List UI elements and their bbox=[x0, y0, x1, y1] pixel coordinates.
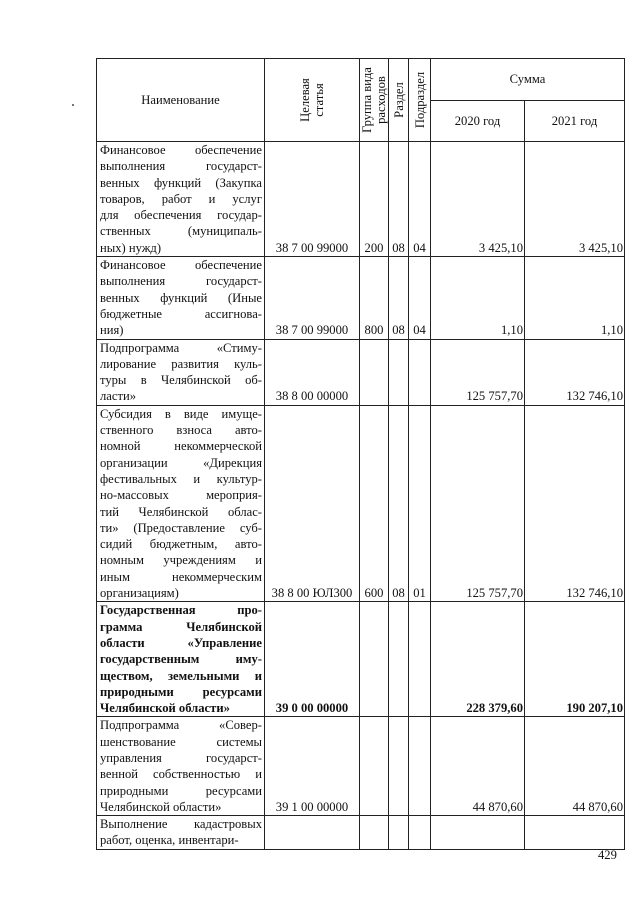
row-name bbox=[97, 339, 265, 405]
header-subsection: Подраздел bbox=[409, 59, 431, 142]
row-name-line: туры в Челябинской об- bbox=[100, 373, 262, 388]
header-group: Группа вида расходов bbox=[360, 59, 389, 142]
row-group bbox=[360, 602, 389, 717]
row-subsection bbox=[409, 816, 431, 850]
row-sum-2020: 228 379,60 bbox=[431, 602, 525, 717]
row-group bbox=[360, 717, 389, 816]
row-target-code: 38 7 00 99000 bbox=[265, 257, 360, 339]
row-name-line: грамма Челябинской bbox=[100, 619, 262, 634]
row-subsection bbox=[409, 339, 431, 405]
row-sum-2020: 44 870,60 bbox=[431, 717, 525, 816]
row-target-code: 38 8 00 00000 bbox=[265, 339, 360, 405]
row-name-line: сидий бюджетным, авто- bbox=[100, 537, 262, 552]
row-group: 600 bbox=[360, 405, 389, 602]
row-target-code: 38 7 00 99000 bbox=[265, 142, 360, 257]
row-name bbox=[97, 717, 265, 816]
row-name-line: ственных (муниципаль- bbox=[100, 224, 262, 239]
page-number: 429 bbox=[598, 848, 617, 862]
row-sum-2021: 3 425,10 bbox=[525, 142, 625, 257]
row-name-line: венных функций (Иные bbox=[100, 290, 262, 305]
table-row bbox=[97, 717, 625, 816]
row-name-line: но-массовых мероприя- bbox=[100, 488, 262, 503]
row-name-line: бюджетные ассигнова- bbox=[100, 306, 262, 321]
header-year-2020: 2020 год bbox=[431, 100, 525, 142]
table-row bbox=[97, 602, 625, 717]
row-name-line: фестивальных и культур- bbox=[100, 471, 262, 486]
row-sum-2021 bbox=[525, 816, 625, 850]
row-name-line: тий Челябинской облас- bbox=[100, 504, 262, 519]
row-name-line: номным учреждениям и bbox=[100, 553, 262, 568]
row-name-line: Подпрограмма «Совер- bbox=[100, 718, 262, 733]
table-row bbox=[97, 816, 625, 850]
row-name-line: выполнения государст- bbox=[100, 274, 262, 289]
row-group: 200 bbox=[360, 142, 389, 257]
header-year-2021: 2021 год bbox=[525, 100, 625, 142]
row-group: 800 bbox=[360, 257, 389, 339]
row-name-line: Выполнение кадастровых bbox=[100, 817, 262, 832]
header-target: Целевая статья bbox=[265, 59, 360, 142]
row-name-line: природными ресурсами bbox=[100, 783, 262, 798]
table-row bbox=[97, 142, 625, 257]
row-name-line: ственного взноса авто- bbox=[100, 423, 262, 438]
row-name-line: номной некоммерческой bbox=[100, 439, 262, 454]
row-sum-2021: 44 870,60 bbox=[525, 717, 625, 816]
row-name-line: выполнения государст- bbox=[100, 159, 262, 174]
row-name bbox=[97, 816, 265, 850]
row-subsection: 04 bbox=[409, 257, 431, 339]
row-name-line: работ, оценка, инвентари- bbox=[100, 833, 239, 848]
row-name-line: ласти» bbox=[100, 389, 137, 404]
row-group bbox=[360, 339, 389, 405]
row-subsection bbox=[409, 602, 431, 717]
table-row bbox=[97, 339, 625, 405]
row-name-line: Субсидия в виде имуще- bbox=[100, 406, 262, 421]
row-name-line: ния) bbox=[100, 323, 124, 338]
row-sum-2021: 190 207,10 bbox=[525, 602, 625, 717]
budget-table bbox=[96, 58, 625, 850]
row-name bbox=[97, 142, 265, 257]
row-name bbox=[97, 602, 265, 717]
row-name-line: Финансовое обеспечение bbox=[100, 143, 262, 157]
row-section bbox=[389, 339, 409, 405]
row-section: 08 bbox=[389, 142, 409, 257]
row-sum-2020: 3 425,10 bbox=[431, 142, 525, 257]
header-section: Раздел bbox=[389, 59, 409, 142]
row-name-line: венных функций (Закупка bbox=[100, 175, 262, 190]
row-name-line: Челябинской области» bbox=[100, 799, 222, 814]
row-name-line: организации «Дирекция bbox=[100, 455, 262, 470]
row-name-line: Челябинской области» bbox=[100, 701, 230, 716]
table-header bbox=[97, 59, 625, 142]
header-sum: Сумма bbox=[431, 59, 625, 101]
row-group bbox=[360, 816, 389, 850]
row-section bbox=[389, 717, 409, 816]
row-target-code: 38 8 00 ЮЛ300 bbox=[265, 405, 360, 602]
row-target-code bbox=[265, 816, 360, 850]
row-sum-2021: 1,10 bbox=[525, 257, 625, 339]
row-name-line: управления государст- bbox=[100, 750, 262, 765]
table-row bbox=[97, 257, 625, 339]
row-section bbox=[389, 602, 409, 717]
row-sum-2021: 132 746,10 bbox=[525, 339, 625, 405]
row-sum-2021: 132 746,10 bbox=[525, 405, 625, 602]
row-name-line: шенствование системы bbox=[100, 734, 262, 749]
row-section: 08 bbox=[389, 405, 409, 602]
row-name-line: для обеспечения государ- bbox=[100, 208, 262, 223]
row-subsection bbox=[409, 717, 431, 816]
row-sum-2020: 125 757,70 bbox=[431, 339, 525, 405]
table-row bbox=[97, 405, 625, 602]
table-body bbox=[97, 142, 625, 850]
row-subsection: 01 bbox=[409, 405, 431, 602]
row-name-line: иным некоммерческим bbox=[100, 569, 262, 584]
row-name-line: ти» (Предоставление суб- bbox=[100, 520, 262, 535]
row-name bbox=[97, 405, 265, 602]
row-target-code: 39 1 00 00000 bbox=[265, 717, 360, 816]
row-name-line: государственным иму- bbox=[100, 652, 262, 667]
row-section bbox=[389, 816, 409, 850]
row-name-line: товаров, работ и услуг bbox=[100, 191, 262, 206]
header-name: Наименование bbox=[97, 59, 265, 142]
row-name-line: Государственная про- bbox=[100, 603, 262, 618]
row-target-code: 39 0 00 00000 bbox=[265, 602, 360, 717]
row-sum-2020: 125 757,70 bbox=[431, 405, 525, 602]
row-name-line: ных) нужд) bbox=[100, 240, 162, 255]
row-subsection: 04 bbox=[409, 142, 431, 257]
row-name-line: ществом, земельными и bbox=[100, 668, 262, 683]
row-sum-2020 bbox=[431, 816, 525, 850]
scan-speck bbox=[72, 104, 74, 106]
row-name-line: природными ресурсами bbox=[100, 684, 262, 699]
row-name-line: Подпрограмма «Стиму- bbox=[100, 340, 262, 355]
row-name-line: области «Управление bbox=[100, 635, 262, 650]
row-name-line: Финансовое обеспечение bbox=[100, 258, 262, 273]
row-sum-2020: 1,10 bbox=[431, 257, 525, 339]
row-name bbox=[97, 257, 265, 339]
row-name-line: лирование развития куль- bbox=[100, 356, 262, 371]
row-name-line: венной собственностью и bbox=[100, 767, 262, 782]
row-name-line: организациям) bbox=[100, 586, 179, 601]
row-section: 08 bbox=[389, 257, 409, 339]
